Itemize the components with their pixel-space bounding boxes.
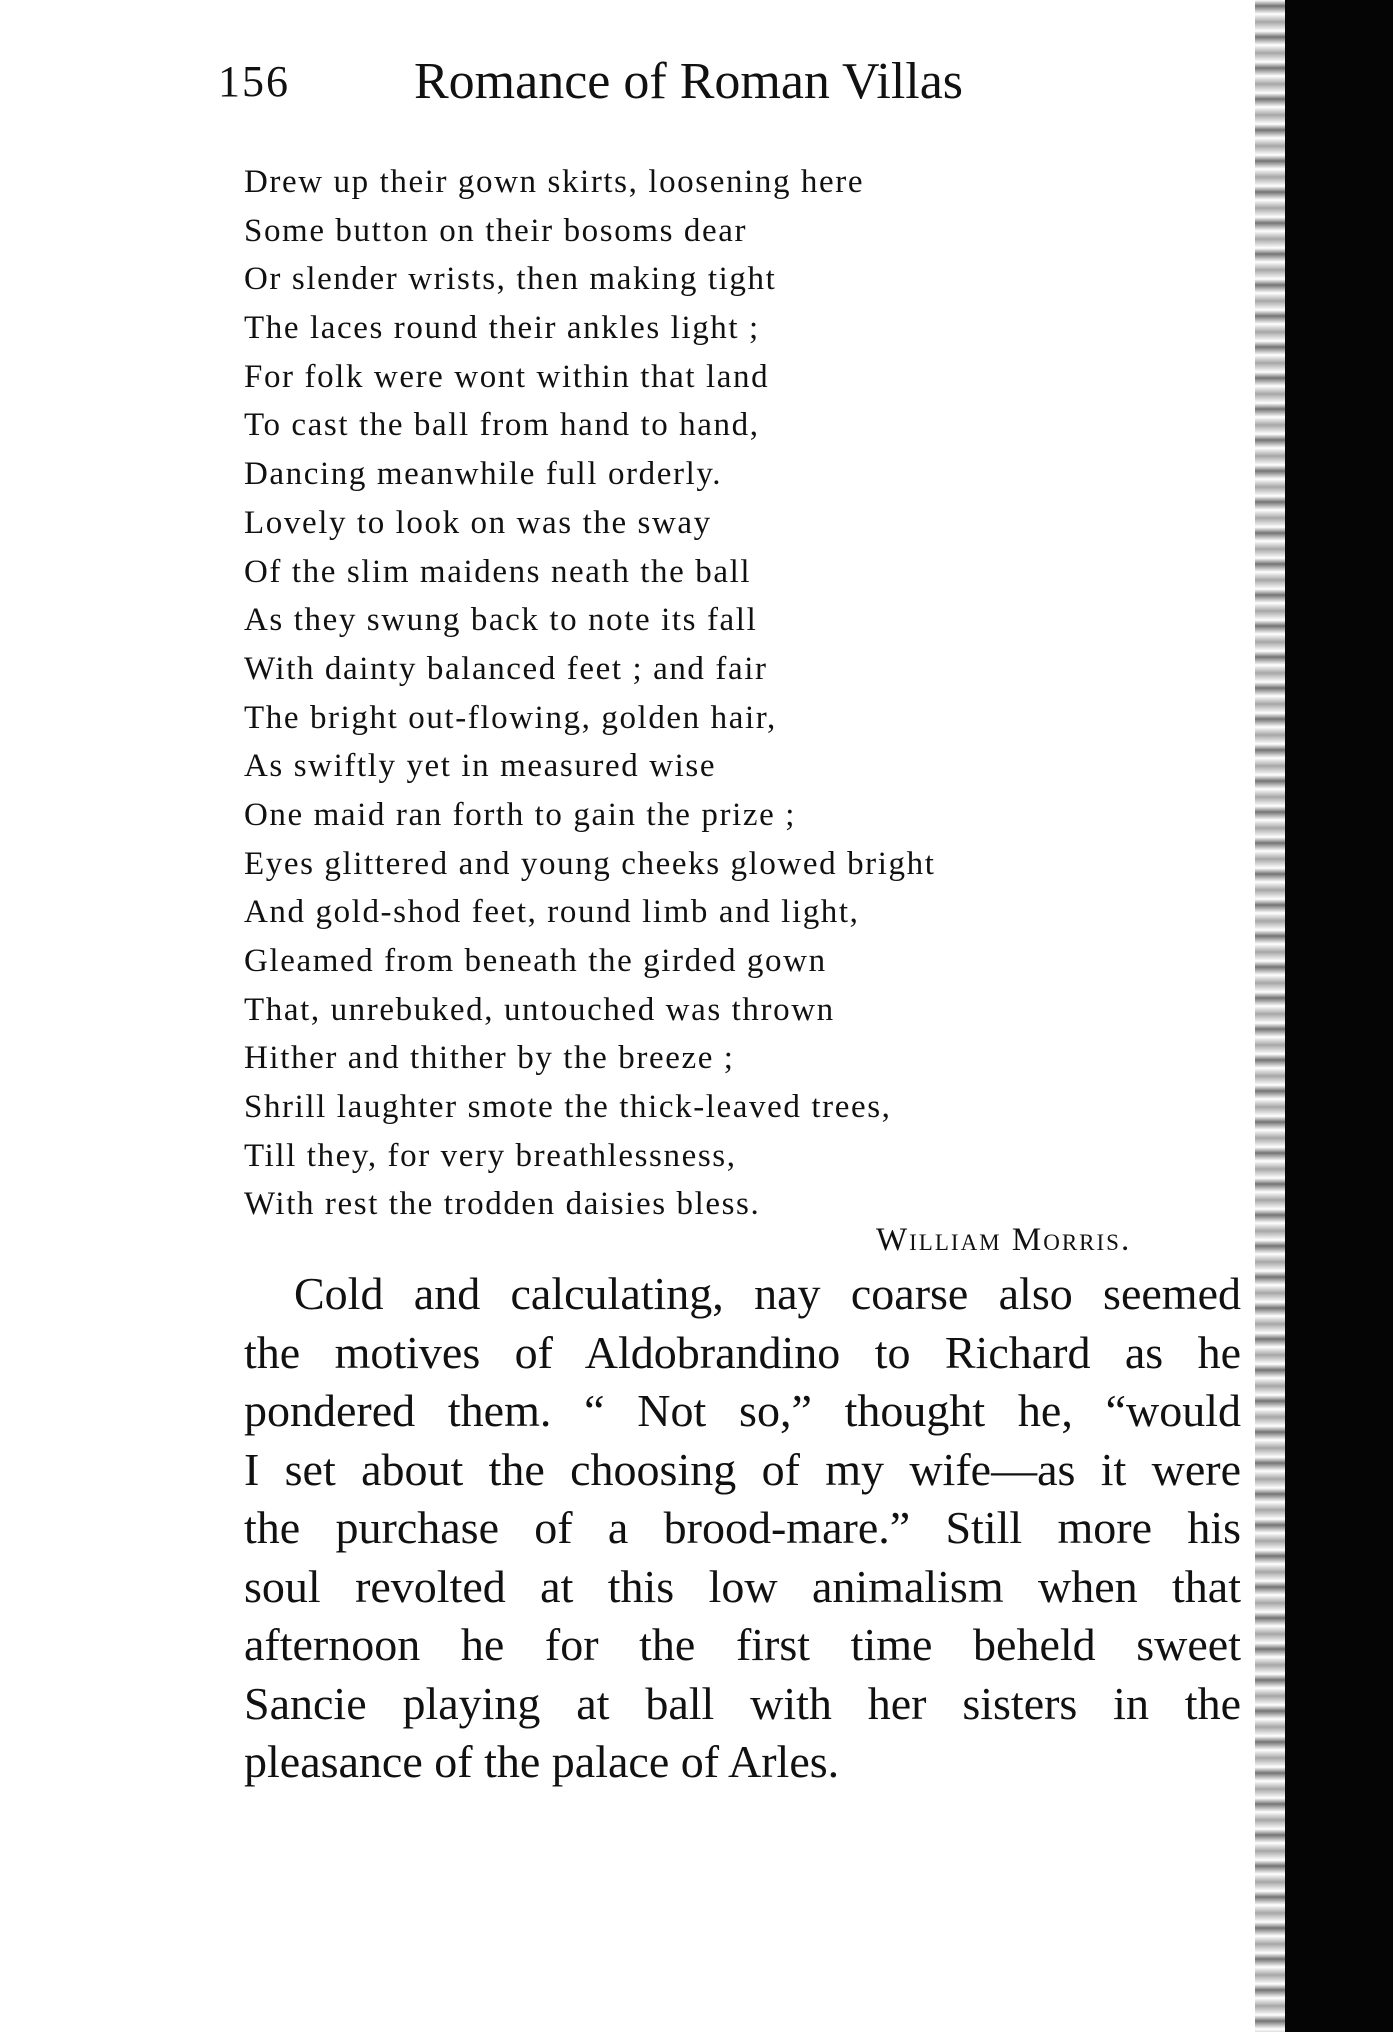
running-head (218, 52, 1098, 122)
poem-line: That, unrebuked, untouched was thrown (244, 991, 835, 1028)
prose-line: afternoon he for the first time beheld sweet (244, 1619, 1241, 1670)
poem-line: As swiftly yet in measured wise (244, 748, 717, 785)
poem-line: The laces round their ankles light ; (244, 310, 760, 347)
prose-line: Cold and calculating, nay coarse also seemed (294, 1268, 1241, 1319)
poem-line: For folk were wont within that land (244, 358, 770, 395)
poem-attribution: William Morris. (876, 1222, 1132, 1258)
poem-line: Eyes glittered and young cheeks glowed bright (244, 845, 936, 882)
poem-line: One maid ran forth to gain the prize ; (244, 796, 796, 833)
poem-line: And gold-shod feet, round limb and light, (244, 894, 860, 931)
scan-binding-shadow (1285, 0, 1393, 2032)
poem-line: Drew up their gown skirts, loosening here (244, 164, 865, 200)
prose-line: I set about the choosing of my wife—as it were (244, 1443, 1241, 1495)
poem-line: To cast the ball from hand to hand, (244, 407, 760, 444)
poem-line: Shrill laughter smote the thick-leaved trees, (244, 1089, 892, 1126)
running-title: Romance of Roman Villas (414, 53, 964, 110)
poem-line: Hither and thither by the breeze ; (244, 1040, 735, 1077)
poem-line: The bright out-flowing, golden hair, (244, 699, 777, 736)
poem-line: With dainty balanced feet ; and fair (244, 650, 768, 687)
poem-line: Dancing meanwhile full orderly. (244, 456, 723, 493)
prose-line: the purchase of a brood-mare.” Still more his (244, 1502, 1241, 1553)
prose-line: Sancie playing at ball with her sisters in the (244, 1677, 1241, 1729)
poem-line: With rest the trodden daisies bless. (244, 1186, 761, 1223)
prose-line: pondered them. “ Not so,” thought he, “would (244, 1385, 1241, 1436)
poem-line: Some button on their bosoms dear (244, 212, 748, 249)
prose-line: the motives of Aldobrandino to Richard as he (244, 1326, 1241, 1378)
poem-quotation (244, 158, 1104, 1229)
page-number: 156 (218, 57, 290, 106)
poem-line: Gleamed from beneath the girded gown (244, 943, 827, 979)
poem-line: Lovely to look on was the sway (244, 504, 712, 541)
prose-paragraph (244, 1265, 1244, 1792)
poem-line: Of the slim maidens neath the ball (244, 553, 752, 590)
poem-line: Till they, for very breathlessness, (244, 1137, 737, 1174)
prose-line: soul revolted at this low animalism when that (244, 1560, 1241, 1612)
poem-line: Or slender wrists, then making tight (244, 261, 777, 298)
prose-line: pleasance of the palace of Arles. (244, 1736, 840, 1787)
poem-line: As they swung back to note its fall (244, 602, 758, 639)
